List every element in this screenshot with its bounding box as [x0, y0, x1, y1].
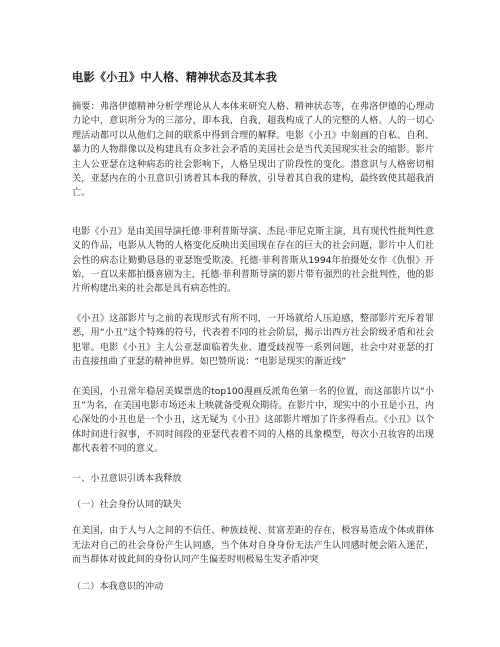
document-page [72, 70, 434, 594]
spacer [72, 457, 434, 472]
subsection-heading-2: （二）本我意识的冲动 [72, 581, 164, 592]
spacer [72, 512, 434, 524]
abstract-paragraph: 摘要：弗洛伊德精神分析学理论从人本体来研究人格、精神状态等，在弗洛伊德的心理动力论中，意识所分为的三部分，即本我，自我，超我构成了人的完整的人格。人的一切心理活动都可以从他们之间的联系中得到合理的解释。电影《小丑》中刻画的自私、自利、暴力的人物群像以及构建具有众多社会矛盾的美国社会是当代美国现实社会的缩影。影片主人公亚瑟在这种病态的社会影响下，人格呈现出了阶段性的变化。潜意识与人格密切相关，亚瑟内在的小丑意识引诱着其本我的释放，引导着其自我的建构，最终致使其超我消亡。 [72, 102, 434, 199]
spacer [72, 201, 434, 225]
body-paragraph-2: 《小丑》这部影片与之前的表现形式有所不同，一开场就给人压迫感，整部影片充斥着罪恶，用“小丑”这个特殊的符号，代表着不同的社会阶层，揭示出西方社会阶级矛盾和社会犯罪。电影《小丑》主人公亚瑟面临着失业、遭受歧视等一系列问题，社会中对亚瑟的打击直接扭曲了亚瑟的精神世界。如巴赞所说：“电影是现实的渐近线” [72, 313, 434, 368]
section-heading-1: 一、小丑意识引诱本我释放 [72, 473, 182, 484]
body-paragraph-1: 电影《小丑》是由美国导演托德·菲利普斯导演、杰昆·菲尼克斯主演，具有现代性批判性意义的作品，电影从人物的人格变化反映出美国现在存在的巨大的社会问题，影片中人们社会性的病态让勤勤恳恳的亚瑟饱受欺凌。托德·菲利普斯从1994年拍摄处女作《仇恨》开始，一直以来都拍摄喜剧为主，托德·菲利普斯导演的影片带有强烈的社会批判性，他的影片所构建出来的社会都是具有病态性的。 [72, 226, 434, 295]
spacer [72, 297, 434, 312]
spacer [72, 486, 434, 498]
subsection-heading-1: （一）社会身份认同的缺失 [72, 499, 182, 510]
subsection-body-1: 在美国，由于人与人之间的不信任、种族歧视、贫富差距的存在，极容易造成个体或群体无法对自己的社会身份产生认同感，当个体对自身身份无法产生认同感时便会陷入迷茫，而当群体对彼此间的身份认同产生偏差时则极易生发矛盾冲突 [72, 526, 434, 566]
spacer [72, 370, 434, 385]
spacer [72, 568, 434, 580]
document-title: 电影《小丑》中人格、精神状态及其本我 [72, 71, 277, 84]
body-paragraph-3: 在美国，小丑常年稳居美媒票选的top100漫画反派角色第一名的位置，而这部影片以“小丑”为名，在美国电影市场还未上映就备受观众期待。在影片中，现实中的小丑是小丑，内心深处的小丑也是一个小丑，这无疑为《小丑》这部影片增加了许多得看点。《小丑》以个体时间进行叙事，不同时间段的亚瑟代表着不同的人格的具象模型，每次小丑妆容的出现都代表着不同的意义。 [72, 386, 434, 455]
